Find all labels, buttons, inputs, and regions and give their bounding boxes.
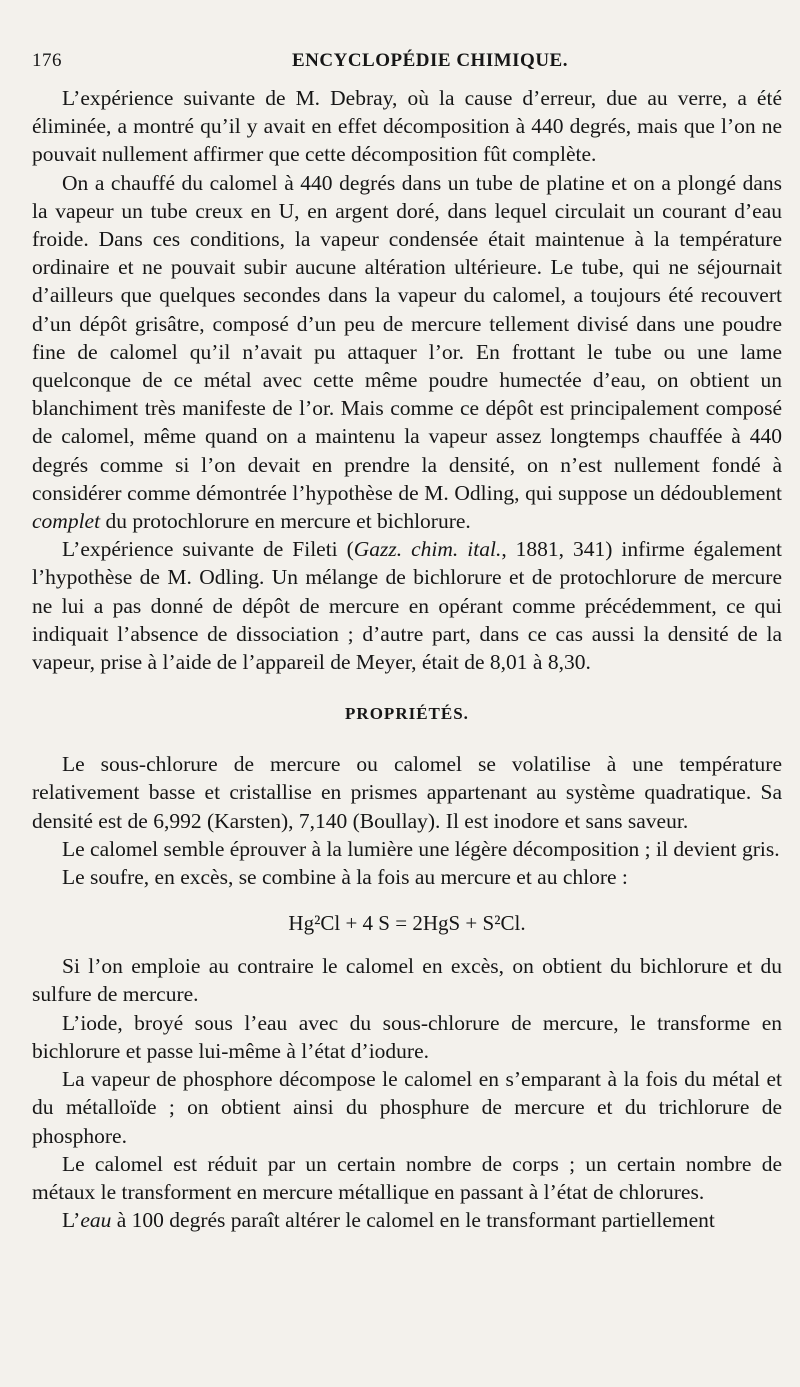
italic-word: eau: [80, 1208, 112, 1233]
paragraph-text: L’: [62, 1208, 81, 1233]
paragraph-text-end: , 1881, 341) infirme également l’hypothèse de M. Odling. Un mélange de bichlorure et de protochlorure de mercure ne lui a pas donné de dépôt de mercure en opérant comme précédemment, ce qui indiquait l’absence de dissociation ; d’autre part, dans ce cas aussi la densité de la vapeur, prise à l’aide de l’appareil de Meyer, était de 8,01 à 8,30.: [32, 537, 782, 675]
paragraph-text-end: du protochlorure en mercure et bichlorure.: [100, 509, 471, 534]
paragraph-text-end: à 100 degrés paraît altérer le calomel en le transformant partiellement: [111, 1208, 715, 1233]
journal-citation: Gazz. chim. ital.: [353, 537, 502, 562]
paragraph-phosphorus: La vapeur de phosphore décompose le calomel en s’emparant à la fois du métal et du métalloïde ; on obtient ainsi du phosphure de mercure et du trichlorure de phosphore.: [32, 1067, 782, 1148]
paragraph-water: [32, 1206, 782, 1234]
section-heading: PROPRIÉTÉS.: [345, 704, 469, 724]
page-number: 176: [32, 50, 62, 71]
paragraph-text: On a chauffé du calomel à 440 degrés dans un tube de platine et on a plongé dans la vapeur un tube creux en U, en argent doré, dans lequel circulait un courant d’eau froide. Dans ces conditions, la vapeur condensée était maintenue à la température ordinaire et ne pouvait subir aucune altération ultérieure. Le tube, qui ne séjournait d’ailleurs que quelques secondes dans la vapeur du calomel, a toujours été recouvert d’un dépôt grisâtre, composé d’un peu de mercure tellement divisé dans une poudre fine de calomel qu’il n’avait pu attaquer l’or. En frottant le tube ou une lame quelconque de ce métal avec cette même poudre humectée d’eau, on obtient un blanchiment très manifeste de l’or. Mais comme ce dépôt est principalement composé de calomel, même quand on a maintenu la vapeur assez longtemps chauffée à 440 degrés comme si l’on devait en prendre la densité, on n’est nullement fondé à considérer comme démontrée l’hypothèse de M. Odling, qui suppose un dédoublement: [32, 170, 782, 505]
paragraph-sulfur: Le soufre, en excès, se combine à la fois au mercure et au chlore :: [62, 865, 628, 890]
running-header: [32, 50, 782, 84]
paragraph-reduction: Le calomel est réduit par un certain nombre de corps ; un certain nombre de métaux le transforment en mercure métallique en passant à l’état de chlorures.: [32, 1151, 782, 1204]
paragraph-fileti-experiment: [32, 535, 782, 676]
running-title: ENCYCLOPÉDIE CHIMIQUE.: [292, 50, 568, 71]
paragraph-volatility: Le sous-chlorure de mercure ou calomel se volatilise à une température relativement basse et cristallise en prismes appartenant au système quadratique. Sa densité est de 6,992 (Karsten), 7,140 (Boullay). Il est inodore et sans saveur.: [32, 752, 782, 833]
paragraph-iodine: L’iode, broyé sous l’eau avec du sous-chlorure de mercure, le transforme en bichlorure et passe lui-même à l’état d’iodure.: [32, 1010, 782, 1063]
paragraph-platinum-tube: [32, 169, 782, 536]
italic-word: complet: [32, 509, 101, 534]
paragraph-text: L’expérience suivante de Fileti (: [62, 537, 354, 562]
paragraph-debray-experiment: L’expérience suivante de M. Debray, où la cause d’erreur, due au verre, a été éliminée, a montré qu’il y avait en effet décomposition à 440 degrés, mais que l’on ne pouvait nullement affirmer que cette décomposition fût complète.: [32, 86, 782, 167]
chemical-equation: Hg²Cl + 4 S = 2HgS + S²Cl.: [288, 911, 526, 936]
paragraph-excess-calomel: Si l’on emploie au contraire le calomel en excès, on obtient du bichlorure et du sulfure de mercure.: [32, 954, 782, 1007]
paragraph-light: Le calomel semble éprouver à la lumière une légère décomposition ; il devient gris.: [62, 836, 780, 861]
